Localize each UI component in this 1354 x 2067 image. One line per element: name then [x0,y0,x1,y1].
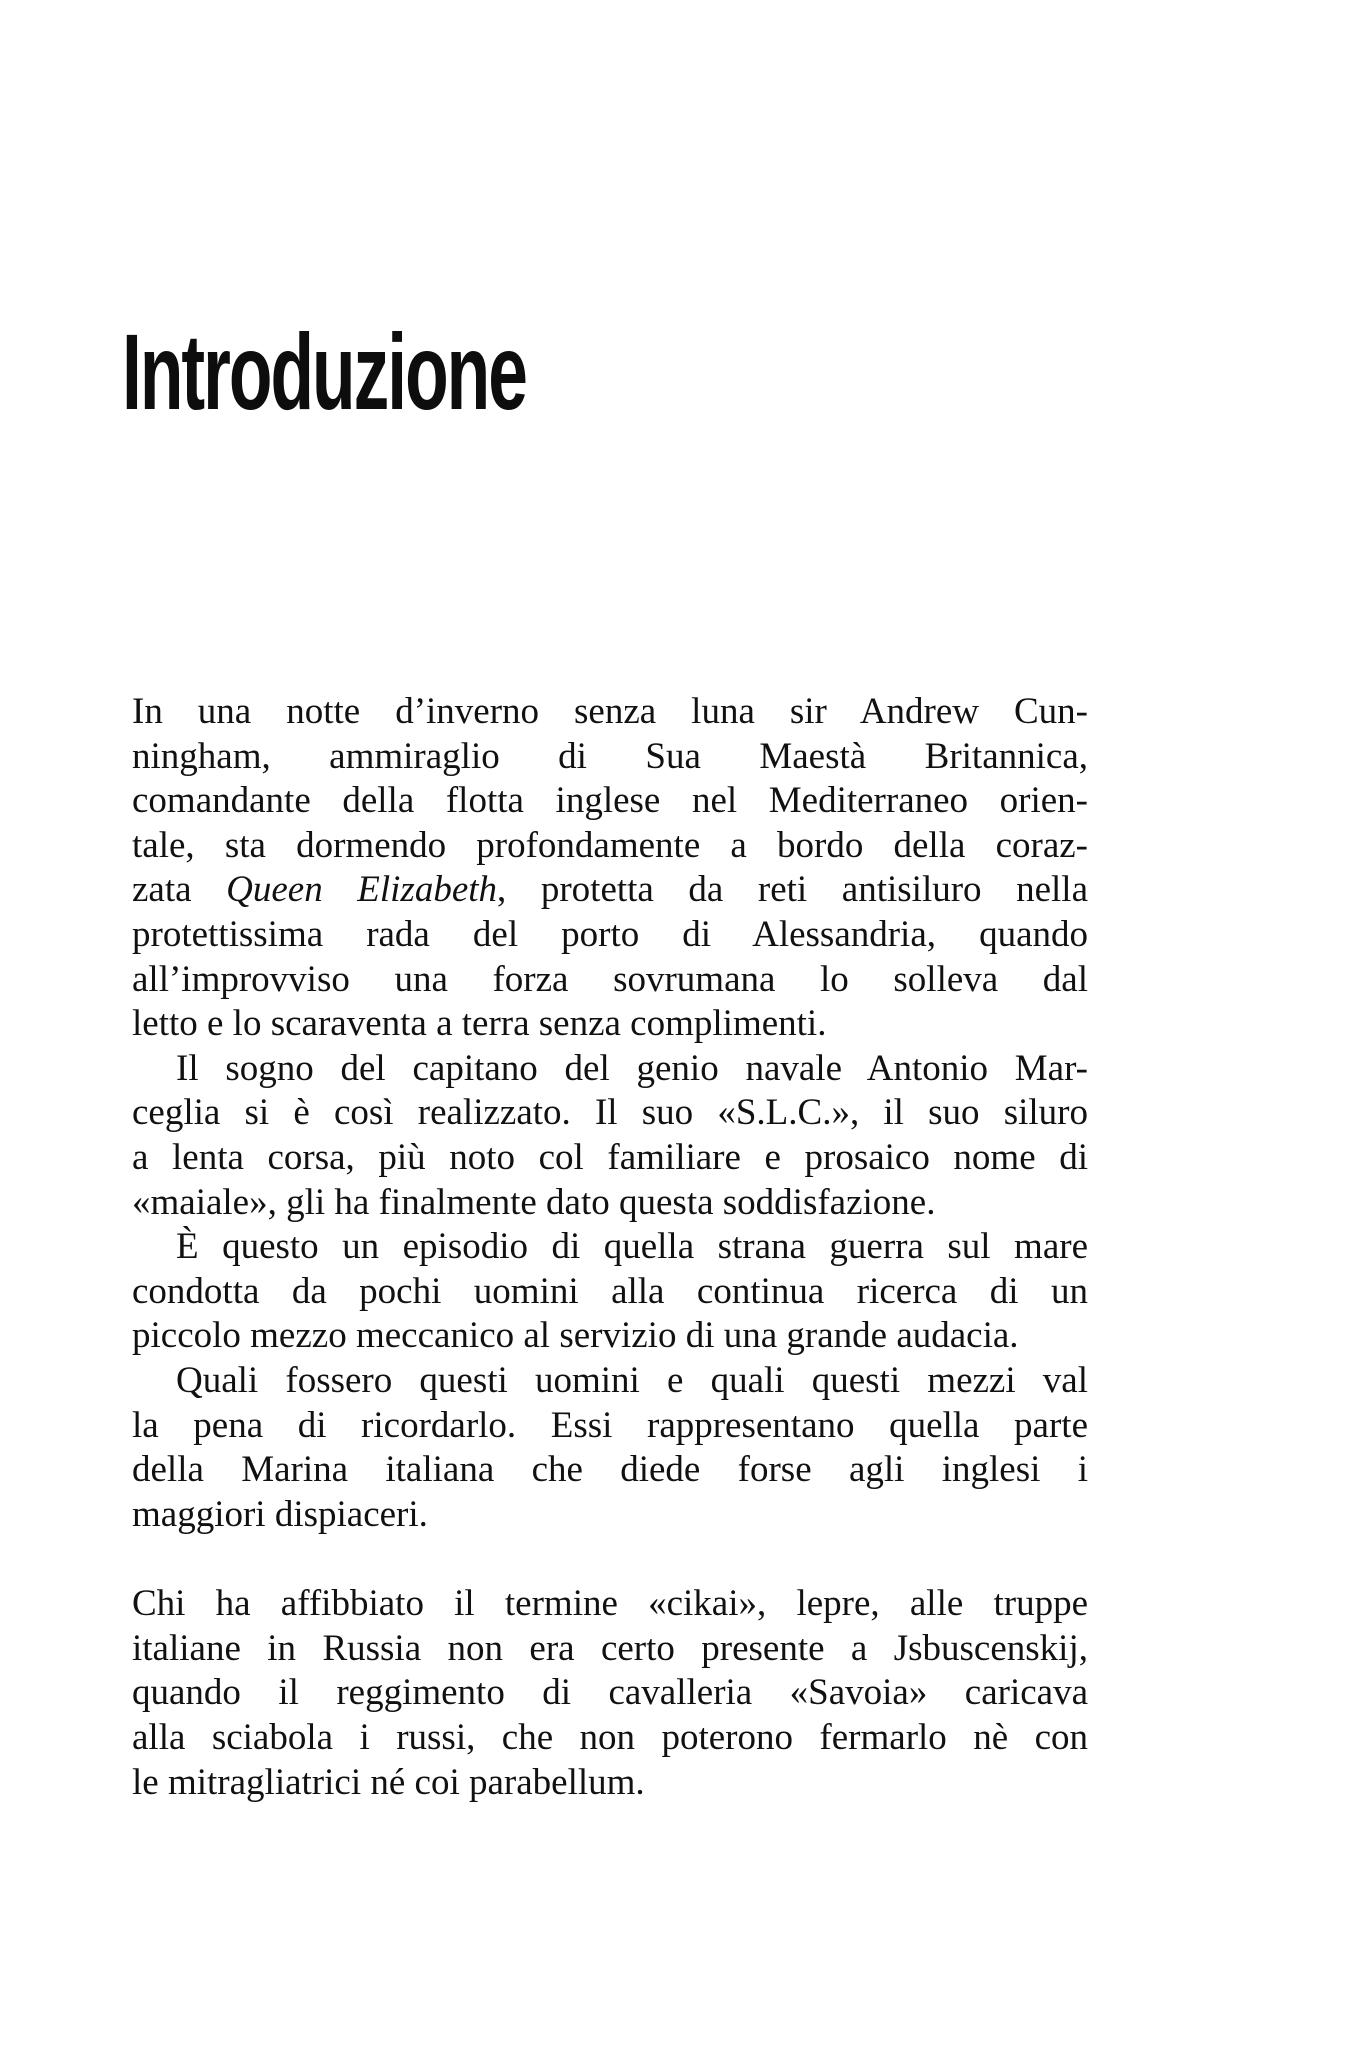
paragraph-5 [132,1582,1088,1805]
chapter-title: Introduzione [122,311,526,432]
text-line: comandante della flotta inglese nel Mediterraneo orien- [132,780,1088,822]
text-line: maggiori dispiaceri. [132,1493,428,1535]
text-line: ceglia si è così realizzato. Il suo «S.L.C.», il suo siluro [132,1092,1088,1134]
text-line: della Marina italiana che diede forse agli inglesi i [132,1449,1088,1491]
text-line: letto e lo scaraventa a terra senza complimenti. [132,1003,827,1045]
text-line: a lenta corsa, più noto col familiare e prosaico nome di [132,1136,1088,1178]
text-line: italiane in Russia non era certo presente a Jsbuscenskij, [132,1627,1088,1669]
text-line: tale, sta dormendo profondamente a bordo della coraz- [132,824,1088,866]
ship-name: Queen Elizabeth [226,869,498,911]
body-text [132,690,1088,1805]
text-line: all’improvviso una forza sovrumana lo solleva dal [132,958,1088,1000]
text-line: piccolo mezzo meccanico al servizio di una grande audacia. [132,1315,1019,1357]
text-line: È questo un episodio di quella strana guerra sul mare [176,1226,1088,1268]
text-line: quando il reggimento di cavalleria «Savoia» caricava [132,1672,1088,1714]
paragraph-2 [132,1047,1088,1225]
text-line-with-ship-name: zata Queen Elizabeth, protetta da reti antisiluro nella [132,869,1089,911]
text-line: condotta da pochi uomini alla continua ricerca di un [132,1270,1088,1312]
text-line: Il sogno del capitano del genio navale Antonio Mar- [176,1047,1088,1089]
paragraph-3 [132,1225,1088,1359]
text-line: alla sciabola i russi, che non poterono fermarlo nè con [132,1717,1088,1759]
text-line: In una notte d’inverno senza luna sir Andrew Cun- [132,691,1088,732]
text-line: le mitragliatrici né coi parabellum. [132,1761,645,1803]
paragraph-1 [132,690,1088,1047]
text-line: Chi ha affibbiato il termine «cikai», lepre, alle truppe [132,1583,1088,1625]
text-line: ningham, ammiraglio di Sua Maestà Britannica, [132,735,1088,777]
paragraph-4 [132,1359,1088,1537]
text-line: Quali fossero questi uomini e quali questi mezzi val [176,1359,1088,1401]
text-line: protettissima rada del porto di Alessandria, quando [132,913,1088,955]
text-line: «maiale», gli ha finalmente dato questa soddisfazione. [132,1181,936,1223]
text-line: la pena di ricordarlo. Essi rappresentano quella parte [132,1404,1088,1446]
